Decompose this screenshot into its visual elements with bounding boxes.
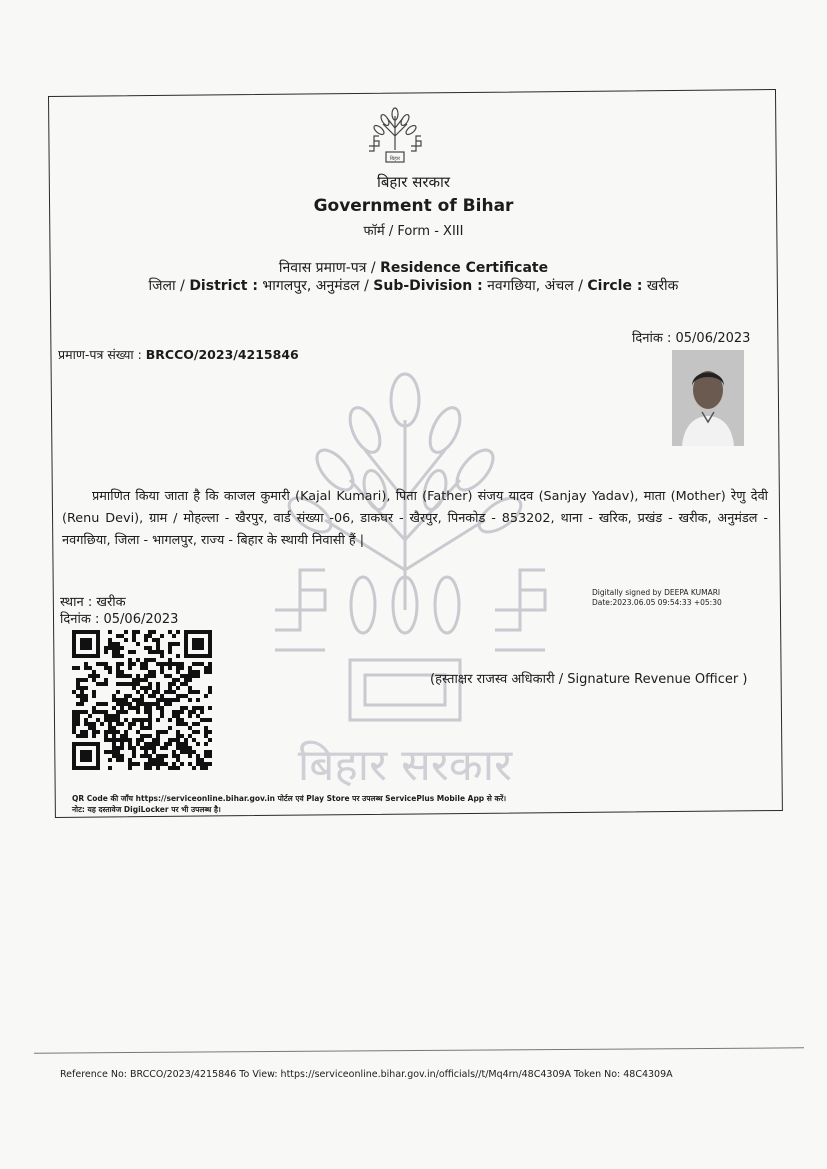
- watermark-text: बिहार सरकार: [297, 740, 513, 791]
- district-line: [0, 276, 827, 295]
- bihar-emblem-watermark: [255, 360, 555, 800]
- government-title: Government of Bihar: [313, 196, 514, 216]
- issue-date-label: दिनांक :: [60, 612, 100, 627]
- digital-signature-signer: Digitally signed by DEEPA KUMARI: [592, 588, 721, 597]
- circle-value: खरीक: [646, 278, 679, 294]
- qr-code-icon[interactable]: [72, 630, 212, 770]
- digital-signature-date: Date:2023.06.05 09:54:33 +05:30: [592, 598, 722, 607]
- place-line: [60, 592, 126, 610]
- title-hindi: बिहार सरकार: [376, 173, 451, 191]
- qr-note: [72, 793, 506, 815]
- qr-note-line: QR Code की जाँच https://serviceonline.bihar.gov.in पोर्टल एवं Play Store पर उपलब्ध ServicePlus Mobile App से करें।: [72, 794, 507, 803]
- issue-date-value: 05/06/2023: [103, 612, 179, 627]
- digilocker-note: नोट: यह दस्तावेज DigiLocker पर भी उपलब्ध है।: [72, 805, 221, 814]
- issue-date-line: [60, 609, 178, 627]
- district-label: District :: [189, 278, 258, 294]
- place-value: खरीक: [96, 595, 126, 610]
- certificate-body-text: प्रमाणित किया जाता है कि काजल कुमारी (Kajal Kumari), पिता (Father) संजय यादव (Sanjay Yadav), माता (Mother) रेणु देवी (Renu Devi), ग्राम / मोहल्ला - खैरपुर, वार्ड संख्या -06, डाकघर - खैरपुर, पिनकोड - 853202, थाना - खरिक, प्रखंड - खरीक, अनुमंडल - नवगछिया, जिला - भागलपुर, राज्य - बिहार के स्थायी निवासी हैं |: [62, 489, 768, 548]
- place-label: स्थान :: [60, 595, 93, 610]
- form-number: फॉर्म / Form - XIII: [363, 224, 464, 239]
- certificate-title-english: Residence Certificate: [380, 260, 549, 276]
- certificate-number-label: प्रमाण-पत्र संख्या :: [58, 347, 142, 362]
- date-value: 05/06/2023: [675, 331, 751, 346]
- district-value: भागलपुर, अनुमंडल /: [262, 278, 369, 294]
- subdivision-label: Sub-Division :: [373, 278, 483, 294]
- date-label: दिनांक :: [632, 331, 672, 346]
- certificate-title: [0, 258, 827, 277]
- certificate-body: [62, 486, 768, 552]
- emblem-label: बिहार: [389, 156, 401, 162]
- reference-line: Reference No: BRCCO/2023/4215846 To View: https://serviceonline.bihar.gov.in/officials//t/Mq4rn/48C4309A Token No: 48C4309A: [60, 1069, 673, 1080]
- bihar-emblem-icon: [365, 106, 425, 168]
- subdivision-value: नवगछिया, अंचल /: [487, 278, 583, 294]
- signature-label: (हस्ताक्षर राजस्व अधिकारी / Signature Revenue Officer ): [430, 672, 748, 687]
- certificate-date: [632, 328, 750, 346]
- certificate-number-value: BRCCO/2023/4215846: [145, 347, 299, 362]
- certificate-title-hindi: निवास प्रमाण-पत्र /: [278, 260, 376, 276]
- certificate-number: [58, 346, 299, 363]
- circle-label: Circle :: [587, 278, 643, 294]
- applicant-photo: [672, 350, 744, 446]
- district-prefix: जिला /: [148, 278, 185, 294]
- divider: [34, 1047, 804, 1053]
- digital-signature: [592, 588, 722, 608]
